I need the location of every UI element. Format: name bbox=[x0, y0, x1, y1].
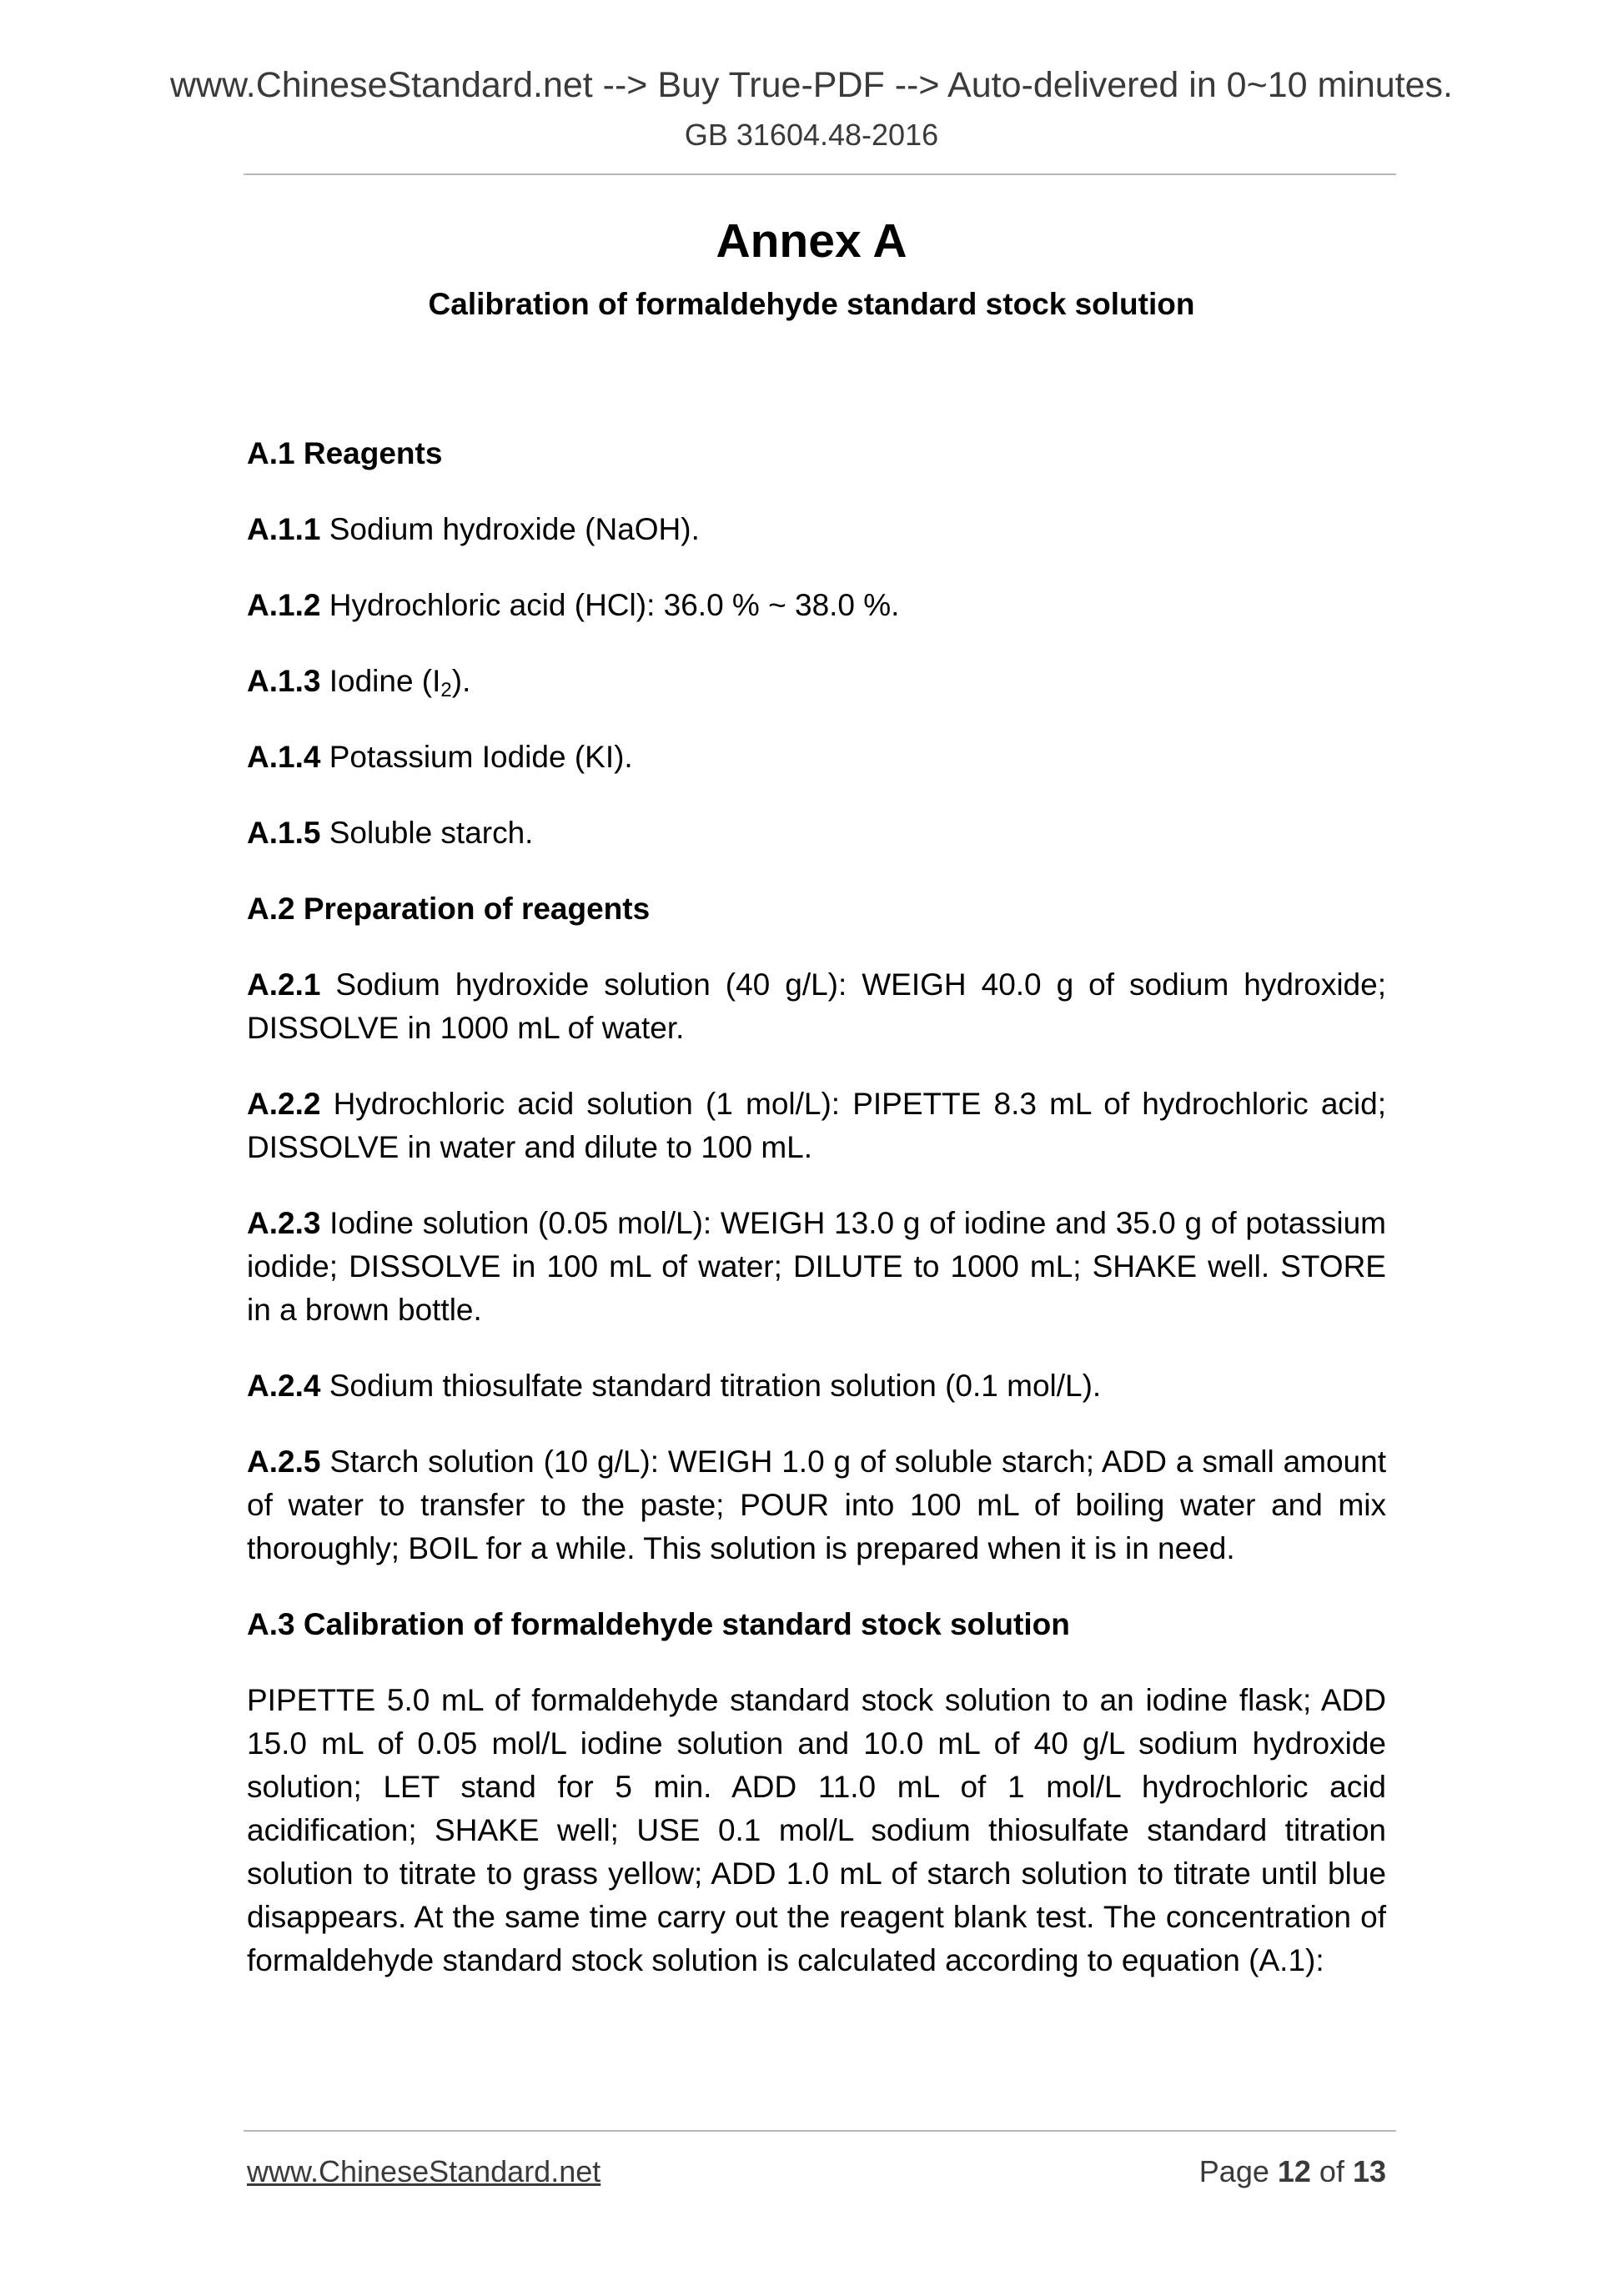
clause-text: Hydrochloric acid solution (1 mol/L): PIPETTE 8.3 mL of hydrochloric acid; DISSOLVE in water and dilute to 100 mL. bbox=[247, 1087, 1386, 1164]
header-divider bbox=[244, 173, 1396, 175]
clause-text: Starch solution (10 g/L): WEIGH 1.0 g of soluble starch; ADD a small amount of water to transfer to the paste; POUR into 100 mL of boiling water and mix thoroughly; BOIL for a while. This solution is prepared when it is in need. bbox=[247, 1444, 1386, 1565]
clause-text: Iodine solution (0.05 mol/L): WEIGH 13.0 g of iodine and 35.0 g of potassium iodide; DISSOLVE in 100 mL of water; DILUTE to 1000 mL; SHAKE well. STORE in a brown bottle. bbox=[247, 1206, 1386, 1327]
clause-number: A.1.2 bbox=[247, 588, 321, 622]
page-current: 12 bbox=[1277, 2154, 1311, 2188]
clause-number: A.2.2 bbox=[247, 1087, 321, 1121]
clause-number: A.1.4 bbox=[247, 740, 321, 774]
clause-text-end: ). bbox=[451, 664, 471, 698]
clause-number: A.2.1 bbox=[247, 967, 321, 1002]
clause-a1-5 bbox=[247, 811, 1386, 855]
clause-a2-1 bbox=[247, 963, 1386, 1050]
clause-number: A.1.1 bbox=[247, 512, 321, 546]
section-heading-a3: A.3 Calibration of formaldehyde standard stock solution bbox=[247, 1607, 1070, 1641]
section-heading-a2: A.2 Preparation of reagents bbox=[247, 892, 651, 926]
document-body bbox=[247, 432, 1386, 2015]
site-banner: www.ChineseStandard.net --> Buy True-PDF --> Auto-delivered in 0~10 minutes. bbox=[169, 65, 1453, 105]
clause-a1-2 bbox=[247, 584, 1386, 627]
clause-text: Sodium thiosulfate standard titration solution (0.1 mol/L). bbox=[320, 1369, 1102, 1403]
clause-a2-4 bbox=[247, 1364, 1386, 1408]
clause-a1-1 bbox=[247, 508, 1386, 551]
clause-text: Soluble starch. bbox=[320, 816, 534, 850]
footer-website-link[interactable]: www.ChineseStandard.net bbox=[247, 2154, 601, 2188]
page-number bbox=[1199, 2153, 1386, 2190]
annex-title: Annex A bbox=[716, 214, 907, 268]
standard-code: GB 31604.48-2016 bbox=[684, 118, 939, 152]
clause-number: A.2.3 bbox=[247, 1206, 321, 1240]
page-total: 13 bbox=[1352, 2154, 1386, 2188]
clause-text: Sodium hydroxide solution (40 g/L): WEIGH 40.0 g of sodium hydroxide; DISSOLVE in 1000 mL of water. bbox=[247, 967, 1386, 1045]
annex-subtitle: Calibration of formaldehyde standard stock solution bbox=[428, 287, 1195, 321]
clause-a2-5 bbox=[247, 1440, 1386, 1570]
clause-number: A.1.3 bbox=[247, 664, 321, 698]
clause-a2-2 bbox=[247, 1083, 1386, 1169]
clause-text: Sodium hydroxide (NaOH). bbox=[320, 512, 700, 546]
section-heading-a1: A.1 Reagents bbox=[247, 436, 443, 470]
clause-text: Hydrochloric acid (HCl): 36.0 % ~ 38.0 %. bbox=[320, 588, 900, 622]
page-of: of bbox=[1310, 2154, 1353, 2188]
clause-a1-4 bbox=[247, 736, 1386, 779]
page-label: Page bbox=[1198, 2154, 1278, 2188]
clause-number: A.1.5 bbox=[247, 816, 321, 850]
clause-a1-3 bbox=[247, 660, 1386, 703]
clause-number: A.2.5 bbox=[247, 1444, 321, 1479]
clause-text: Iodine (I bbox=[320, 664, 441, 698]
clause-text: Potassium Iodide (KI). bbox=[320, 740, 633, 774]
clause-number: A.2.4 bbox=[247, 1369, 321, 1403]
clause-a2-3 bbox=[247, 1202, 1386, 1332]
section-a3-body: PIPETTE 5.0 mL of formaldehyde standard stock solution to an iodine flask; ADD 15.0 mL of 0.05 mol/L iodine solution and 10.0 mL of 40 g/L sodium hydroxide solution; LET stand for 5 min. ADD 11.0 mL of 1 mol/L hydrochloric acid acidification; SHAKE well; USE 0.1 mol/L sodium thiosulfate standard titration solution to titrate to grass yellow; ADD 1.0 mL of starch solution to titrate until blue disappears. At the same time carry out the reagent blank test. The concentration of formaldehyde standard stock solution is calculated according to equation (A.1): bbox=[247, 1683, 1386, 1977]
footer-divider bbox=[244, 2130, 1396, 2132]
subscript: 2 bbox=[440, 679, 452, 701]
